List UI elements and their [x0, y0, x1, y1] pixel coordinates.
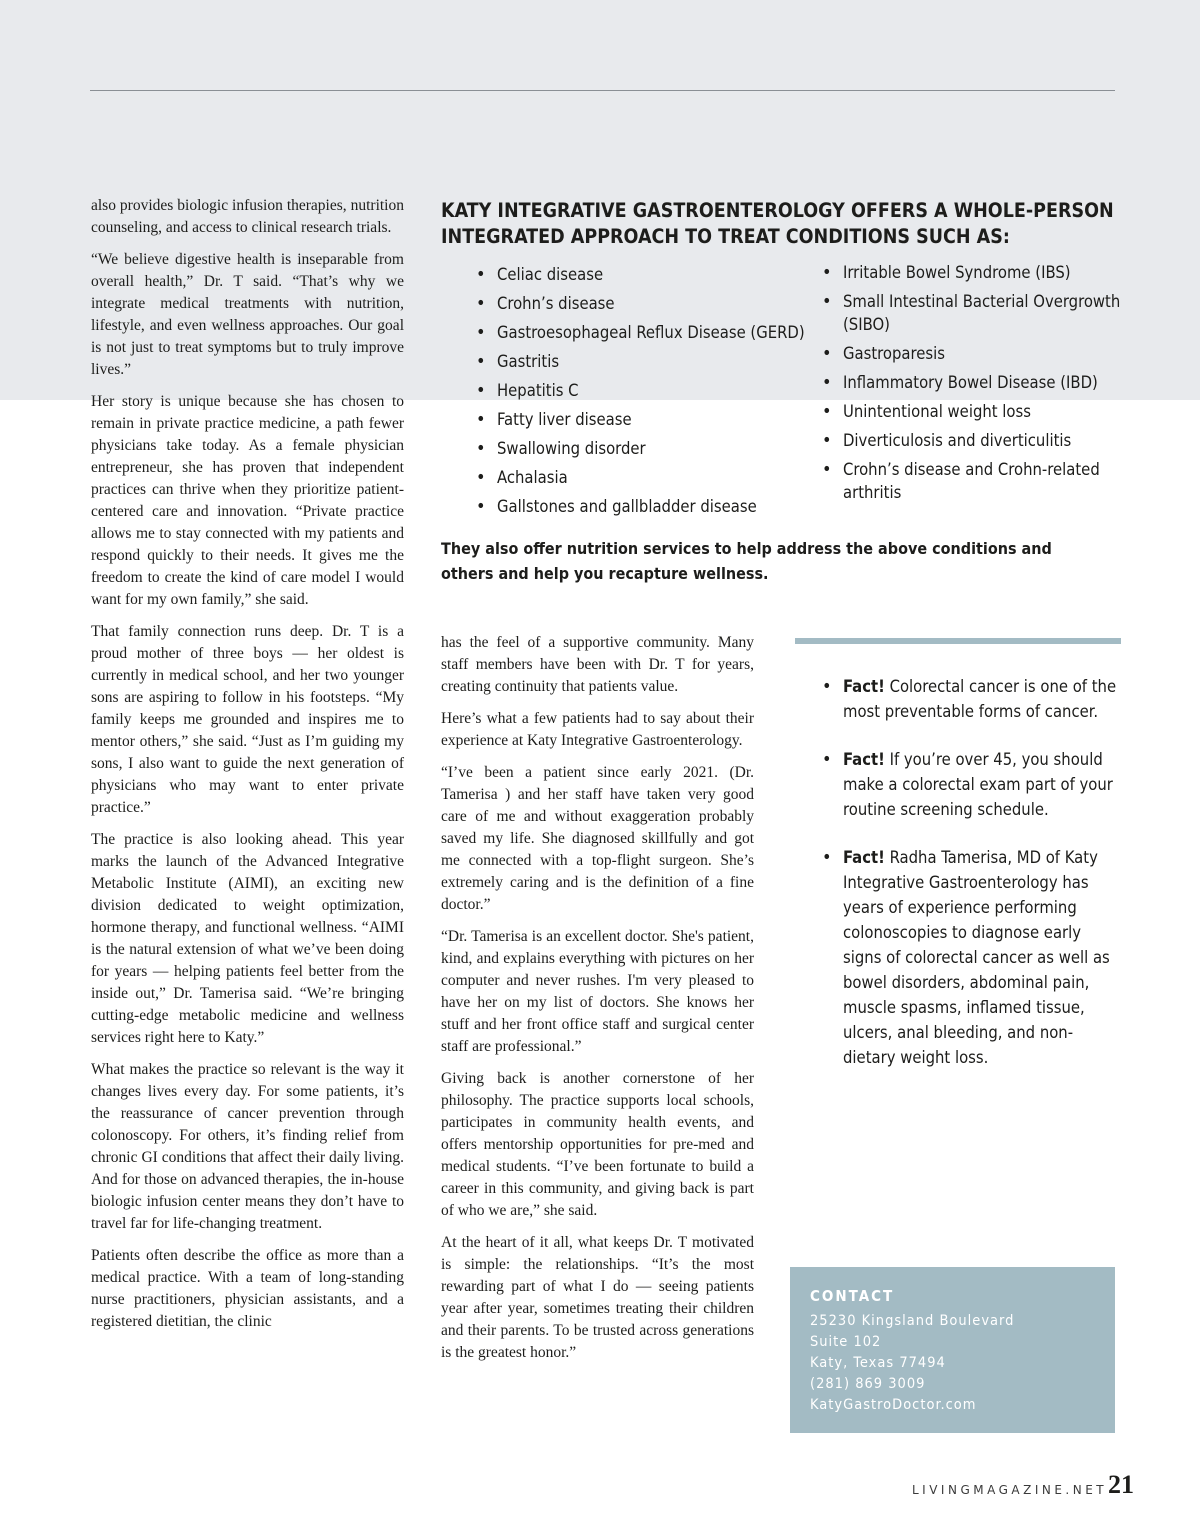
list-item: • Irritable Bowel Syndrome (IBS)	[822, 261, 1122, 284]
contact-address-line: 25230 Kingsland Boulevard	[810, 1313, 1015, 1329]
list-item: • Crohn’s disease and Crohn-related arthritis	[822, 458, 1122, 504]
paragraph: has the feel of a supportive community. Many staff members have been with Dr. T for years, creating continuity that patients value.	[441, 634, 754, 695]
list-item: • Inflammatory Bowel Disease (IBD)	[822, 371, 1122, 394]
paragraph: What makes the practice so relevant is the way it changes lives every day. For some patients, it’s the reassurance of cancer prevention through colonoscopy. For others, it’s finding relief from chronic GI conditions that affect their daily living. And for those on advanced therapies, the in-house biologic infusion center means they don’t have to travel far for life-changing treatment.	[91, 1061, 404, 1232]
paragraph: Giving back is another cornerstone of her philosophy. The practice supports local schools, participates in community health events, and offers mentorship opportunities for pre-med and medical students. “I’ve been fortunate to build a career in this community, and giving back is part of who we are,” she said.	[441, 1070, 754, 1219]
fact-item	[822, 674, 1122, 724]
list-item: • Crohn’s disease	[476, 292, 816, 315]
article-column-1	[91, 195, 404, 1343]
fact-lead: Fact!	[843, 848, 885, 867]
fact-lead: Fact!	[843, 677, 885, 696]
paragraph: “Dr. Tamerisa is an excellent doctor. She's patient, kind, and explains everything with pictures on her computer and never rushes. I'm very pleased to have her on my list of doctors. She knows her stuff and her front office staff and surgical center staff are professional.”	[441, 928, 754, 1055]
paragraph: At the heart of it all, what keeps Dr. T motivated is simple: the relationships. “It’s the most rewarding part of what I do — seeing patients year after year, sometimes treating their children and their parents. To be trusted across generations is the greatest honor.”	[441, 1234, 754, 1361]
list-item: • Gastroesophageal Reflux Disease (GERD)	[476, 321, 816, 344]
paragraph: “We believe digestive health is inseparable from overall health,” Dr. T said. “That’s why we integrate medical treatments with nutrition, lifestyle, and even wellness approaches. Our goal is not just to treat symptoms but to truly improve lives.”	[91, 251, 404, 378]
conditions-heading	[441, 198, 1121, 250]
list-item: • Diverticulosis and diverticulitis	[822, 429, 1122, 452]
fact-text: Radha Tamerisa, MD of Katy Integrative Gastroenterology has years of experience performing colonoscopies to diagnose early signs of colorectal cancer as well as bowel disorders, abdominal pain, muscle spasms, inflamed tissue, ulcers, anal bleeding, and non-dietary weight loss.	[843, 848, 1110, 1067]
list-item: • Gastritis	[476, 350, 816, 373]
facts-divider	[795, 638, 1121, 644]
top-divider	[90, 90, 1115, 91]
nutrition-note	[441, 536, 1121, 586]
conditions-heading-line: KATY INTEGRATIVE GASTROENTEROLOGY OFFERS A WHOLE-PERSON	[441, 199, 1114, 222]
paragraph: The practice is also looking ahead. This year marks the launch of the Advanced Integrative Metabolic Institute (AIMI), an exciting new division dedicated to weight optimization, hormone therapy, and functional wellness. “AIMI is the natural extension of what we’ve been doing for years — helping patients feel better from the inside out,” Dr. Tamerisa said. “We’re bringing cutting-edge metabolic medicine and wellness services right here to Katy.”	[91, 831, 404, 1046]
contact-phone[interactable]: (281) 869 3009	[810, 1376, 926, 1392]
paragraph: Her story is unique because she has chosen to remain in private practice medicine, a path fewer physicians take today. As a female physician entrepreneur, she has proven that independent practices can thrive when they prioritize patient-centered care and innovation. “Private practice allows me to stay connected with my patients and respond quickly to their needs. It gives me the freedom to create the kind of care model I would want for my own family,” she said.	[91, 393, 404, 608]
nutrition-note-line: others and help you recapture wellness.	[441, 564, 769, 583]
fact-item	[822, 845, 1122, 1070]
contact-suite-line: Suite 102	[810, 1334, 882, 1350]
paragraph: Here’s what a few patients had to say about their experience at Katy Integrative Gastroenterology.	[441, 710, 754, 749]
list-item: • Small Intestinal Bacterial Overgrowth (SIBO)	[822, 290, 1122, 336]
list-item: • Hepatitis C	[476, 379, 816, 402]
list-item: • Unintentional weight loss	[822, 400, 1122, 423]
contact-website-link[interactable]: KatyGastroDoctor.com	[810, 1397, 977, 1413]
footer-site-name: LIVINGMAGAZINE.NET	[912, 1483, 1108, 1497]
article-column-2	[441, 632, 754, 1374]
paragraph: “I’ve been a patient since early 2021. (Dr. Tamerisa ) and her staff have taken very good care of me and without exaggeration probably saved my life. She diagnosed skillfully and got me connected with a top-flight surgeon. She’s extremely caring and is the definition of a fine doctor.”	[441, 764, 754, 913]
list-item: • Gastroparesis	[822, 342, 1122, 365]
fact-text: Colorectal cancer is one of the most preventable forms of cancer.	[843, 677, 1117, 721]
contact-heading: CONTACT	[810, 1287, 895, 1305]
fact-item	[822, 747, 1122, 822]
paragraph: Patients often describe the office as more than a medical practice. With a team of long-standing nurse practitioners, physician assistants, and a registered dietitian, the clinic	[91, 1247, 404, 1330]
page-number: 21	[1108, 1470, 1134, 1499]
list-item: • Swallowing disorder	[476, 437, 816, 460]
list-item: • Celiac disease	[476, 263, 816, 286]
nutrition-note-line: They also offer nutrition services to help address the above conditions and	[441, 539, 1052, 558]
conditions-list-left	[476, 263, 816, 524]
conditions-list-right	[822, 261, 1122, 510]
paragraph: also provides biologic infusion therapies, nutrition counseling, and access to clinical research trials.	[91, 197, 404, 236]
conditions-heading-line: INTEGRATED APPROACH TO TREAT CONDITIONS SUCH AS:	[441, 225, 1010, 248]
fact-text: If you’re over 45, you should make a colorectal exam part of your routine screening schedule.	[843, 750, 1113, 819]
contact-box	[790, 1267, 1115, 1433]
contact-city-line: Katy, Texas 77494	[810, 1355, 946, 1371]
list-item: • Fatty liver disease	[476, 408, 816, 431]
facts-list	[822, 674, 1122, 1093]
list-item: • Gallstones and gallbladder disease	[476, 495, 816, 518]
fact-lead: Fact!	[843, 750, 885, 769]
paragraph: That family connection runs deep. Dr. T is a proud mother of three boys — her oldest is currently in medical school, and her two younger sons are aspiring to follow in his footsteps. “My family keeps me grounded and inspires me to mentor others,” she said. “Just as I’m guiding my sons, I also want to guide the next generation of physicians who may want to enter private practice.”	[91, 623, 404, 816]
list-item: • Achalasia	[476, 466, 816, 489]
